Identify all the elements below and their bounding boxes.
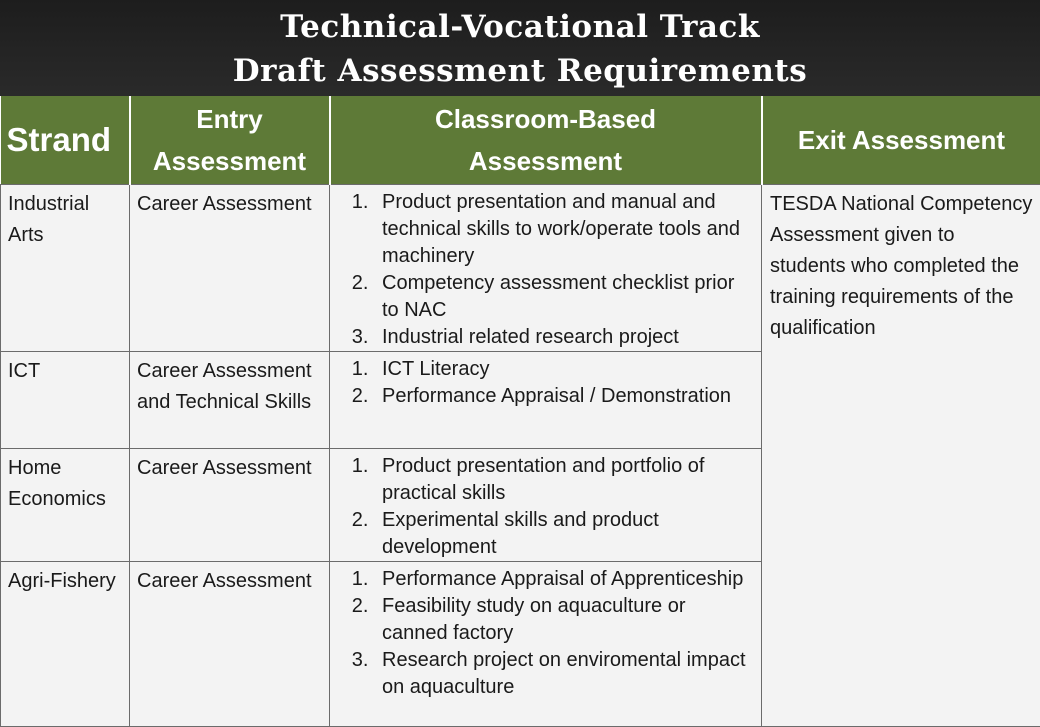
strand-cell: Home Economics — [1, 449, 130, 562]
classroom-assessment-cell — [330, 352, 762, 449]
classroom-assessment-list — [338, 453, 755, 561]
list-item: 2. Experimental skills and product development — [374, 507, 755, 561]
list-item: 1. Product presentation and manual and technical skills to work/operate tools and machinery — [374, 189, 755, 270]
header-entry-line-2: Assessment — [131, 140, 329, 182]
entry-assessment-cell: Career Assessment and Technical Skills — [130, 352, 330, 449]
table-row — [1, 185, 1040, 352]
strand-cell: Agri-Fishery — [1, 562, 130, 727]
classroom-assessment-cell — [330, 562, 762, 727]
title-line-2: Draft Assessment Requirements — [0, 49, 1040, 93]
classroom-assessment-list — [338, 189, 755, 351]
list-item: 2. Feasibility study on aquaculture or canned factory — [374, 593, 755, 647]
entry-assessment-cell: Career Assessment — [130, 185, 330, 352]
header-classroom-line-1: Classroom-Based — [331, 98, 761, 140]
title-banner — [0, 0, 1040, 96]
entry-assessment-cell: Career Assessment — [130, 562, 330, 727]
list-item: 2. Performance Appraisal / Demonstration — [374, 383, 755, 410]
exit-assessment-cell: TESDA National Competency Assessment given to students who completed the training requirements of the qualification — [762, 185, 1040, 727]
classroom-assessment-cell — [330, 449, 762, 562]
classroom-assessment-cell — [330, 185, 762, 352]
list-item: 1. Product presentation and portfolio of practical skills — [374, 453, 755, 507]
list-item: 2. Competency assessment checklist prior to NAC — [374, 270, 755, 324]
strand-cell: Industrial Arts — [1, 185, 130, 352]
header-classroom-assessment — [330, 96, 762, 185]
list-item: 3. Industrial related research project — [374, 324, 755, 351]
title-line-1: Technical-Vocational Track — [0, 0, 1040, 49]
classroom-assessment-list — [338, 356, 755, 410]
strand-cell: ICT — [1, 352, 130, 449]
header-row — [1, 96, 1040, 185]
assessment-table — [0, 96, 1040, 727]
header-strand: Strand — [1, 96, 130, 185]
classroom-assessment-list — [338, 566, 755, 701]
header-exit-assessment: Exit Assessment — [762, 96, 1040, 185]
entry-assessment-cell: Career Assessment — [130, 449, 330, 562]
list-item: 3. Research project on enviromental impact on aquaculture — [374, 647, 755, 701]
header-entry-assessment — [130, 96, 330, 185]
list-item: 1. Performance Appraisal of Apprenticeship — [374, 566, 755, 593]
header-classroom-line-2: Assessment — [331, 140, 761, 182]
header-entry-line-1: Entry — [131, 98, 329, 140]
list-item: 1. ICT Literacy — [374, 356, 755, 383]
